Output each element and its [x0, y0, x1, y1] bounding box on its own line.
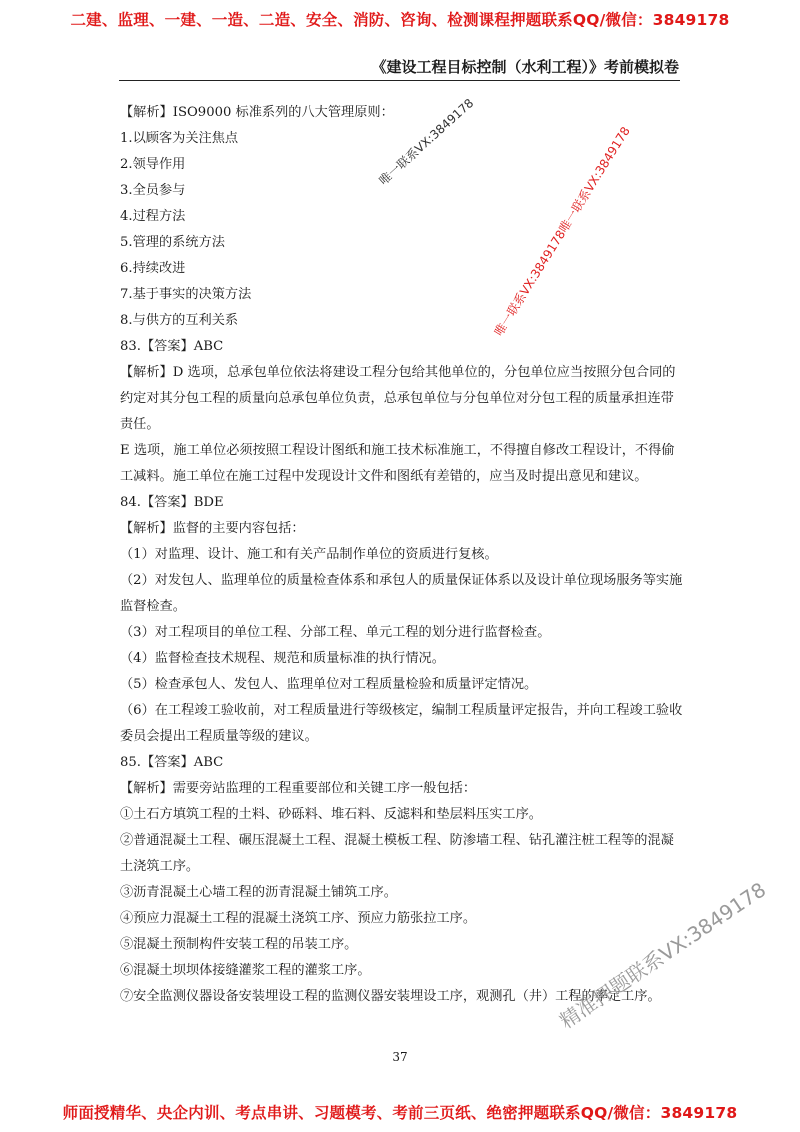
- key-process-item: ⑦安全监测仪器设备安装埋设工程的监测仪器安装埋设工序，观测孔（井）工程的率定工序。: [120, 989, 661, 1004]
- page-content: [120, 100, 685, 1010]
- analysis-82-heading: 【解析】ISO9000 标准系列的八大管理原则：: [120, 105, 394, 120]
- watermark-text: 精准押题联系VX:3849178: [555, 877, 771, 1034]
- supervision-item: （4）监督检查技术规程、规范和质量标准的执行情况。: [120, 651, 445, 666]
- principle-item: 2.领导作用: [120, 157, 186, 172]
- key-process-item: ①土石方填筑工程的土料、砂砾料、堆石料、反滤料和垫层料压实工序。: [120, 807, 542, 822]
- supervision-item: （3）对工程项目的单位工程、分部工程、单元工程的划分进行监督检查。: [120, 625, 551, 640]
- principle-item: 4.过程方法: [120, 209, 186, 224]
- answer-83: 83.【答案】ABC: [120, 339, 224, 354]
- key-process-item: ③沥青混凝土心墙工程的沥青混凝土铺筑工序。: [120, 885, 397, 900]
- analysis-85-heading: 【解析】需要旁站监理的工程重要部位和关键工序一般包括：: [120, 781, 477, 796]
- principle-item: 5.管理的系统方法: [120, 235, 225, 250]
- supervision-item: （5）检查承包人、发包人、监理单位对工程质量检验和质量评定情况。: [120, 677, 538, 692]
- key-process-item: ④预应力混凝土工程的混凝土浇筑工序、预应力筋张拉工序。: [120, 911, 477, 926]
- page-number: 37: [392, 1050, 408, 1064]
- key-process-item: ②普通混凝土工程、碾压混凝土工程、混凝土模板工程、防渗墙工程、钻孔灌注桩工程等的混凝土浇筑工序。: [120, 833, 674, 874]
- header-divider: [119, 80, 680, 81]
- analysis-83-e: E 选项，施工单位必须按照工程设计图纸和施工技术标准施工，不得擅自修改工程设计，不得偷工减料。施工单位在施工过程中发现设计文件和图纸有差错的，应当及时提出意见和建议。: [120, 443, 675, 484]
- key-process-item: ⑤混凝土预制构件安装工程的吊装工序。: [120, 937, 358, 952]
- key-process-item: ⑥混凝土坝坝体接缝灌浆工程的灌浆工序。: [120, 963, 371, 978]
- supervision-item: （6）在工程竣工验收前，对工程质量进行等级核定，编制工程质量评定报告，并向工程竣工验收委员会提出工程质量等级的建议。: [120, 703, 683, 744]
- principle-item: 6.持续改进: [120, 261, 186, 276]
- answer-84: 84.【答案】BDE: [120, 495, 224, 510]
- principle-item: 3.全员参与: [120, 183, 186, 198]
- supervision-item: （1）对监理、设计、施工和有关产品制作单位的资质进行复核。: [120, 547, 498, 562]
- principle-item: 8.与供方的互利关系: [120, 313, 239, 328]
- principle-item: 7.基于事实的决策方法: [120, 287, 252, 302]
- watermark-text: 唯一联系VX:3849178唯一联系VX:3849178: [491, 124, 633, 339]
- top-banner: 二建、监理、一建、一造、二造、安全、消防、咨询、检测课程押题联系QQ/微信：3849178: [70, 11, 730, 29]
- bottom-banner: 师面授精华、央企内训、考点串讲、习题模考、考前三页纸、绝密押题联系QQ/微信：3849178: [62, 1104, 738, 1122]
- analysis-83-d: 【解析】D 选项，总承包单位依法将建设工程分包给其他单位的，分包单位应当按照分包合同的约定对其分包工程的质量向总承包单位负责，总承包单位与分包单位对分包工程的质量承担连带责任。: [120, 365, 676, 432]
- principle-item: 1.以顾客为关注焦点: [120, 131, 239, 146]
- analysis-84-heading: 【解析】监督的主要内容包括：: [120, 521, 305, 536]
- answer-85: 85.【答案】ABC: [120, 755, 224, 770]
- supervision-item: （2）对发包人、监理单位的质量检查体系和承包人的质量保证体系以及设计单位现场服务等实施监督检查。: [120, 573, 683, 614]
- document-header: 《建设工程目标控制（水利工程）》考前模拟卷: [371, 58, 679, 76]
- watermark-text: 唯一联系VX:3849178: [376, 95, 477, 188]
